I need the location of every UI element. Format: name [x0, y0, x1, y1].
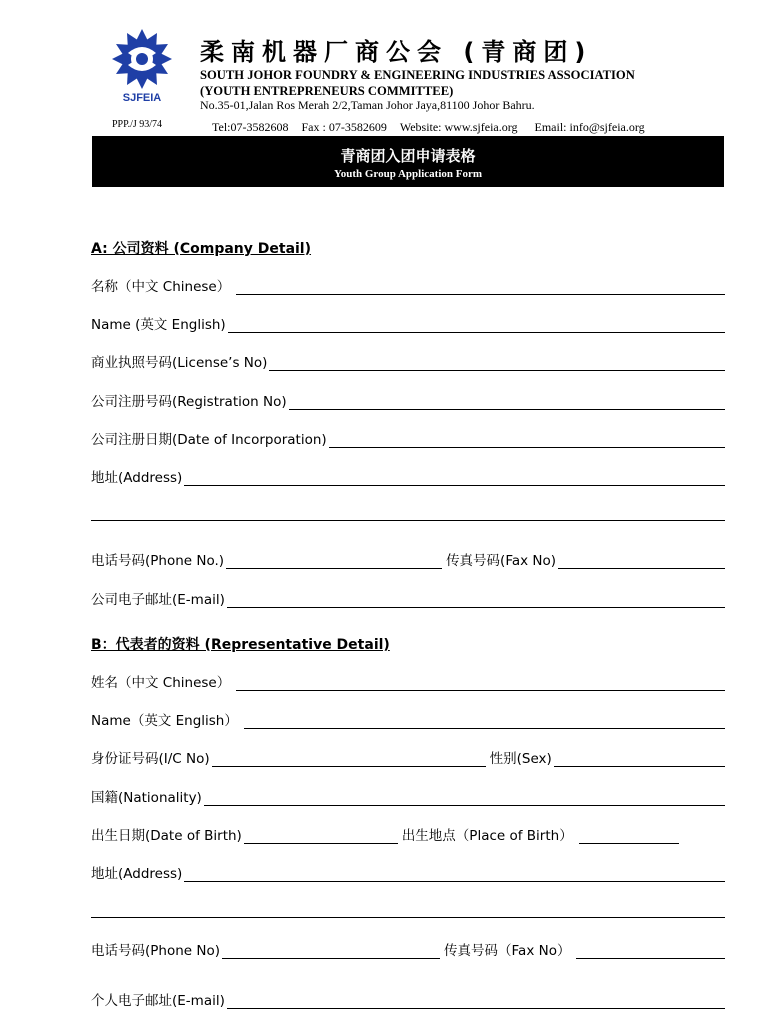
- website-link[interactable]: Website: www.sjfeia.org: [399, 120, 518, 134]
- company-email-label: 公司电子邮址(E-mail): [91, 592, 225, 608]
- association-title-cn: 柔南机器厂商公会 (青商团): [200, 38, 593, 66]
- company-name-cn-label: 名称（中文 Chinese）: [91, 279, 231, 295]
- rep-name-cn-label: 姓名（中文 Chinese）: [91, 675, 231, 691]
- pob-field[interactable]: [579, 828, 679, 844]
- company-name-cn-field[interactable]: [236, 279, 725, 295]
- company-fax-label: 传真号码(Fax No): [446, 553, 557, 569]
- section-a-title: A: 公司资料 (Company Detail): [91, 241, 312, 257]
- company-phone-label: 电话号码(Phone No.): [91, 553, 225, 569]
- gear-logo-icon: [104, 26, 180, 92]
- form-title-cn: 青商团入团申请表格: [340, 147, 476, 165]
- company-address-row: [91, 466, 725, 486]
- nationality-row: [91, 786, 725, 806]
- rep-address-field[interactable]: [184, 866, 725, 882]
- rep-email-field[interactable]: [227, 993, 725, 1009]
- form-title-banner: [92, 136, 724, 187]
- rep-fax-field[interactable]: [576, 943, 725, 959]
- license-row: [91, 351, 725, 371]
- nationality-label: 国籍(Nationality): [91, 790, 202, 806]
- rep-name-en-field[interactable]: [244, 713, 725, 729]
- company-name-en-label: Name (英文 English): [91, 317, 226, 333]
- company-name-cn-row: [91, 275, 725, 295]
- association-logo: [104, 26, 180, 106]
- committee-name-en: (YOUTH ENTREPRENEURS COMMITTEE): [200, 84, 454, 98]
- rep-name-cn-row: [91, 671, 725, 691]
- company-name-en-row: [91, 313, 725, 333]
- registration-label: 公司注册号码(Registration No): [91, 394, 287, 410]
- rep-phone-field[interactable]: [222, 943, 440, 959]
- registration-field[interactable]: [289, 394, 725, 410]
- company-name-en-field[interactable]: [228, 317, 725, 333]
- contact-line: [212, 120, 645, 135]
- rep-address-row: [91, 862, 725, 882]
- sex-label: 性别(Sex): [489, 751, 552, 767]
- form-title-en: Youth Group Application Form: [333, 168, 483, 180]
- association-address: No.35-01,Jalan Ros Merah 2/2,Taman Johor Jaya,81100 Johor Bahru.: [200, 98, 535, 112]
- rep-fax-label: 传真号码（Fax No）: [444, 943, 571, 959]
- incorporation-row: [91, 428, 725, 448]
- section-b-title: B：代表者的资料 (Representative Detail): [91, 637, 390, 653]
- dob-label: 出生日期(Date of Birth): [91, 828, 242, 844]
- company-fax-field[interactable]: [558, 553, 725, 569]
- company-phone-field[interactable]: [226, 553, 442, 569]
- rep-email-row: [91, 989, 725, 1009]
- ic-label: 身份证号码(I/C No): [91, 751, 210, 767]
- dob-field[interactable]: [244, 828, 398, 844]
- company-email-row: [91, 588, 725, 608]
- rep-name-en-label: Name（英文 English）: [91, 713, 238, 729]
- rep-phone-fax-row: [91, 939, 725, 959]
- company-phone-fax-row: [91, 549, 725, 569]
- company-email-field[interactable]: [227, 592, 725, 608]
- rep-address-label: 地址(Address): [91, 866, 183, 882]
- company-address-label: 地址(Address): [91, 470, 183, 486]
- tel-text: Tel:07-3582608: [212, 120, 289, 134]
- company-address-field[interactable]: [184, 470, 725, 486]
- license-label: 商业执照号码(License’s No): [91, 355, 268, 371]
- registration-code: PPP./J 93/74: [112, 119, 163, 130]
- fax-text: Fax : 07-3582609: [301, 120, 387, 134]
- ic-field[interactable]: [212, 751, 486, 767]
- incorporation-label: 公司注册日期(Date of Incorporation): [91, 432, 327, 448]
- nationality-field[interactable]: [204, 790, 725, 806]
- birth-row: [91, 824, 725, 844]
- rep-name-en-row: [91, 709, 725, 729]
- rep-address-field-line2[interactable]: [91, 917, 725, 918]
- license-field[interactable]: [269, 355, 725, 371]
- rep-phone-label: 电话号码(Phone No): [91, 943, 221, 959]
- sex-field[interactable]: [554, 751, 725, 767]
- association-name-en: SOUTH JOHOR FOUNDRY & ENGINEERING INDUSTRIES ASSOCIATION: [200, 68, 635, 82]
- rep-email-label: 个人电子邮址(E-mail): [91, 993, 225, 1009]
- incorporation-field[interactable]: [329, 432, 725, 448]
- registration-row: [91, 390, 725, 410]
- company-address-field-line2[interactable]: [91, 520, 725, 521]
- ic-sex-row: [91, 747, 725, 767]
- rep-name-cn-field[interactable]: [236, 675, 725, 691]
- logo-label: SJFEIA: [122, 92, 162, 104]
- email-link[interactable]: Email: info@sjfeia.org: [534, 120, 645, 134]
- pob-label: 出生地点（Place of Birth）: [401, 828, 573, 844]
